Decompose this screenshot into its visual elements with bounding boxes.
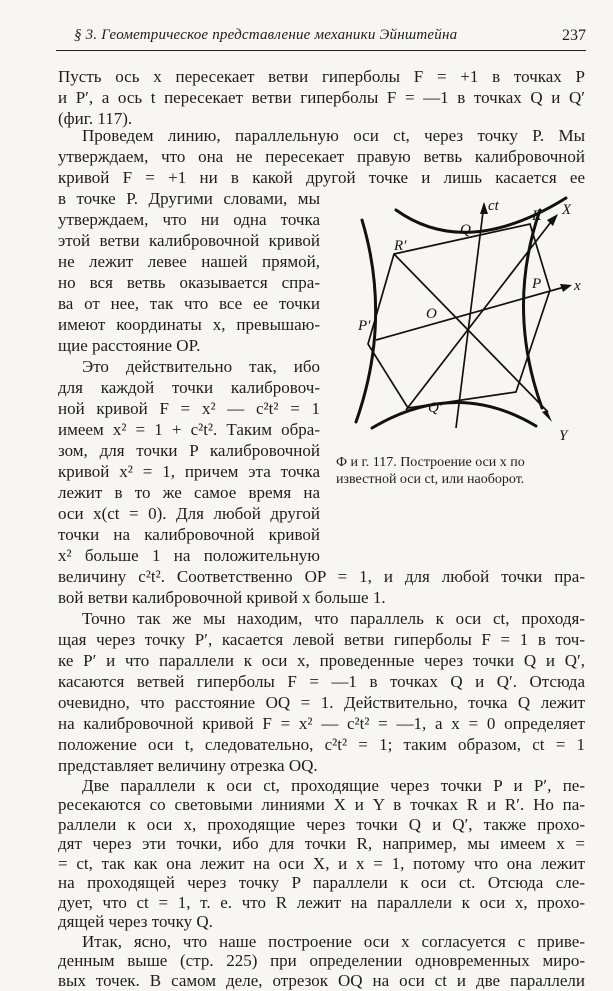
- text-line: вых точек. В самом деле, отрезок OQ на оси ct и две параллели: [58, 970, 585, 990]
- caption-line-1: Ф и г. 117. Построение оси x по: [336, 455, 525, 470]
- label-X: X: [562, 202, 572, 218]
- text-line: величину c²t². Соответственно OP = 1, и для любой точки пра-: [58, 567, 585, 586]
- text-line: в точке P. Другими словами, мы: [58, 189, 320, 208]
- text-line: утверждаем, что ни одна точка: [58, 210, 320, 229]
- text-line: денным выше (стр. 225) при определении одновременных миро-: [58, 951, 585, 970]
- label-R: R: [532, 208, 542, 224]
- text-line: и P′, а ось t пересекает ветви гиперболы F = —1 в точках Q и Q′: [58, 88, 585, 107]
- text-line: зом, для точки P калибровочной: [58, 441, 320, 460]
- label-P: P: [532, 276, 542, 292]
- figure-caption: [336, 454, 586, 488]
- text-line: Проведем линию, параллельную оси ct, через точку P. Мы: [82, 126, 585, 145]
- text-line: для каждой точки калибровоч-: [58, 378, 320, 397]
- label-O: O: [426, 306, 437, 322]
- hyperbola-bottom-branch: [372, 402, 536, 428]
- hyperbola-right-branch: [523, 210, 542, 408]
- text-line: на проходящей через точку P параллели к оси ct. Отсюда сле-: [58, 873, 585, 892]
- text-line: (фиг. 117).: [58, 109, 133, 128]
- text-line: щие расстояние OP.: [58, 336, 201, 355]
- caption-line-2: известной оси ct, или наоборот.: [336, 472, 525, 487]
- text-line: но вся ветвь оказывается спра-: [58, 273, 320, 292]
- x-axis-arrow: [560, 284, 572, 292]
- text-line: очевидно, что расстояние OQ = 1. Действительно, точка Q лежит: [58, 693, 585, 712]
- text-line: Две параллели к оси ct, проходящие через точки P и P′, пе-: [82, 775, 585, 795]
- text-line: касаются ветвей гиперболы F = —1 в точках Q и Q′. Отсюда: [58, 672, 585, 691]
- label-Y: Y: [559, 428, 568, 444]
- text-line: ке P′ и что параллели к оси x, проведенные через точки Q и Q′,: [58, 651, 585, 670]
- text-line: Точно так же мы находим, что параллель к оси ct, проходя-: [82, 609, 585, 628]
- text-line: Это действительно так, ибо: [82, 357, 320, 376]
- label-P-prime: P′: [358, 318, 371, 334]
- text-line: вой ветви калибровочной кривой x больше 1.: [58, 588, 386, 607]
- text-line: Пусть ось x пересекает ветви гиперболы F = +1 в точках P: [58, 67, 585, 86]
- text-line: имеют координаты x, превышаю-: [58, 315, 320, 334]
- label-ct: ct: [488, 198, 499, 214]
- text-line: утверждаем, что она не пересекает правую ветвь калибровочной: [58, 147, 585, 166]
- text-line: x² больше 1 на положительную: [58, 546, 320, 565]
- Y-arrow: [542, 410, 552, 422]
- text-line: = ct, так как она лежит на оси X, и x = 1, потому что она лежит: [58, 853, 585, 873]
- text-line: кривой F = +1 ни в какой другой точке и лишь касается ее: [58, 168, 585, 187]
- text-line: лежит в то же самое время на: [58, 483, 320, 502]
- page-number: 237: [562, 27, 586, 44]
- running-header: [56, 24, 586, 51]
- ct-axis-arrow: [480, 202, 488, 214]
- text-line: точки на калибровочной кривой: [58, 525, 320, 544]
- text-line: представляет величину отрезка OQ.: [58, 756, 318, 775]
- figure-117: [336, 190, 588, 448]
- label-Q: Q: [460, 222, 471, 238]
- text-line: Итак, ясно, что наше построение оси x согласуется с приве-: [82, 931, 585, 951]
- text-line: ва от нее, так что все ее точки: [58, 294, 320, 313]
- text-line: оси x(ct = 0). Для любой другой: [58, 504, 320, 523]
- text-line: на калибровочной кривой F = x² — c²t² = —1, а x = 0 определяет: [58, 714, 585, 733]
- text-line: имеем x² = 1 + c²t². Таким обра-: [58, 420, 320, 439]
- text-line: ресекаются со световыми линиями X и Y в точках R и R′. Но па-: [58, 795, 585, 814]
- text-line: этой ветви калибровочной кривой: [58, 231, 320, 250]
- label-Q-prime: Q′: [428, 400, 443, 416]
- label-x: x: [574, 278, 581, 294]
- label-R-prime: R′: [394, 238, 407, 254]
- text-line: не лежит левее нашей прямой,: [58, 252, 320, 271]
- text-line: щая через точку P′, касается левой ветви гиперболы F = 1 в точ-: [58, 630, 585, 649]
- text-line: раллели к оси x, проходящие через точки Q и Q′, также прохо-: [58, 814, 585, 834]
- text-line: дят через эти точки, ибо для точки R, например, мы имеем x =: [58, 834, 585, 853]
- text-line: кривой x² = 1, причем эта точка: [58, 462, 320, 481]
- spacetime-diagram: [336, 190, 588, 448]
- text-line: дует, что ct = 1, т. е. что R лежит на параллели к оси x, прохо-: [58, 892, 585, 912]
- header-title: § 3. Геометрическое представление механики Эйнштейна: [74, 27, 458, 43]
- text-line: дящей через точку Q.: [58, 912, 213, 931]
- text-line: ной кривой F = x² — c²t² = 1: [58, 399, 320, 418]
- text-line: положение оси t, следовательно, c²t² = 1; таким образом, ct = 1: [58, 735, 585, 754]
